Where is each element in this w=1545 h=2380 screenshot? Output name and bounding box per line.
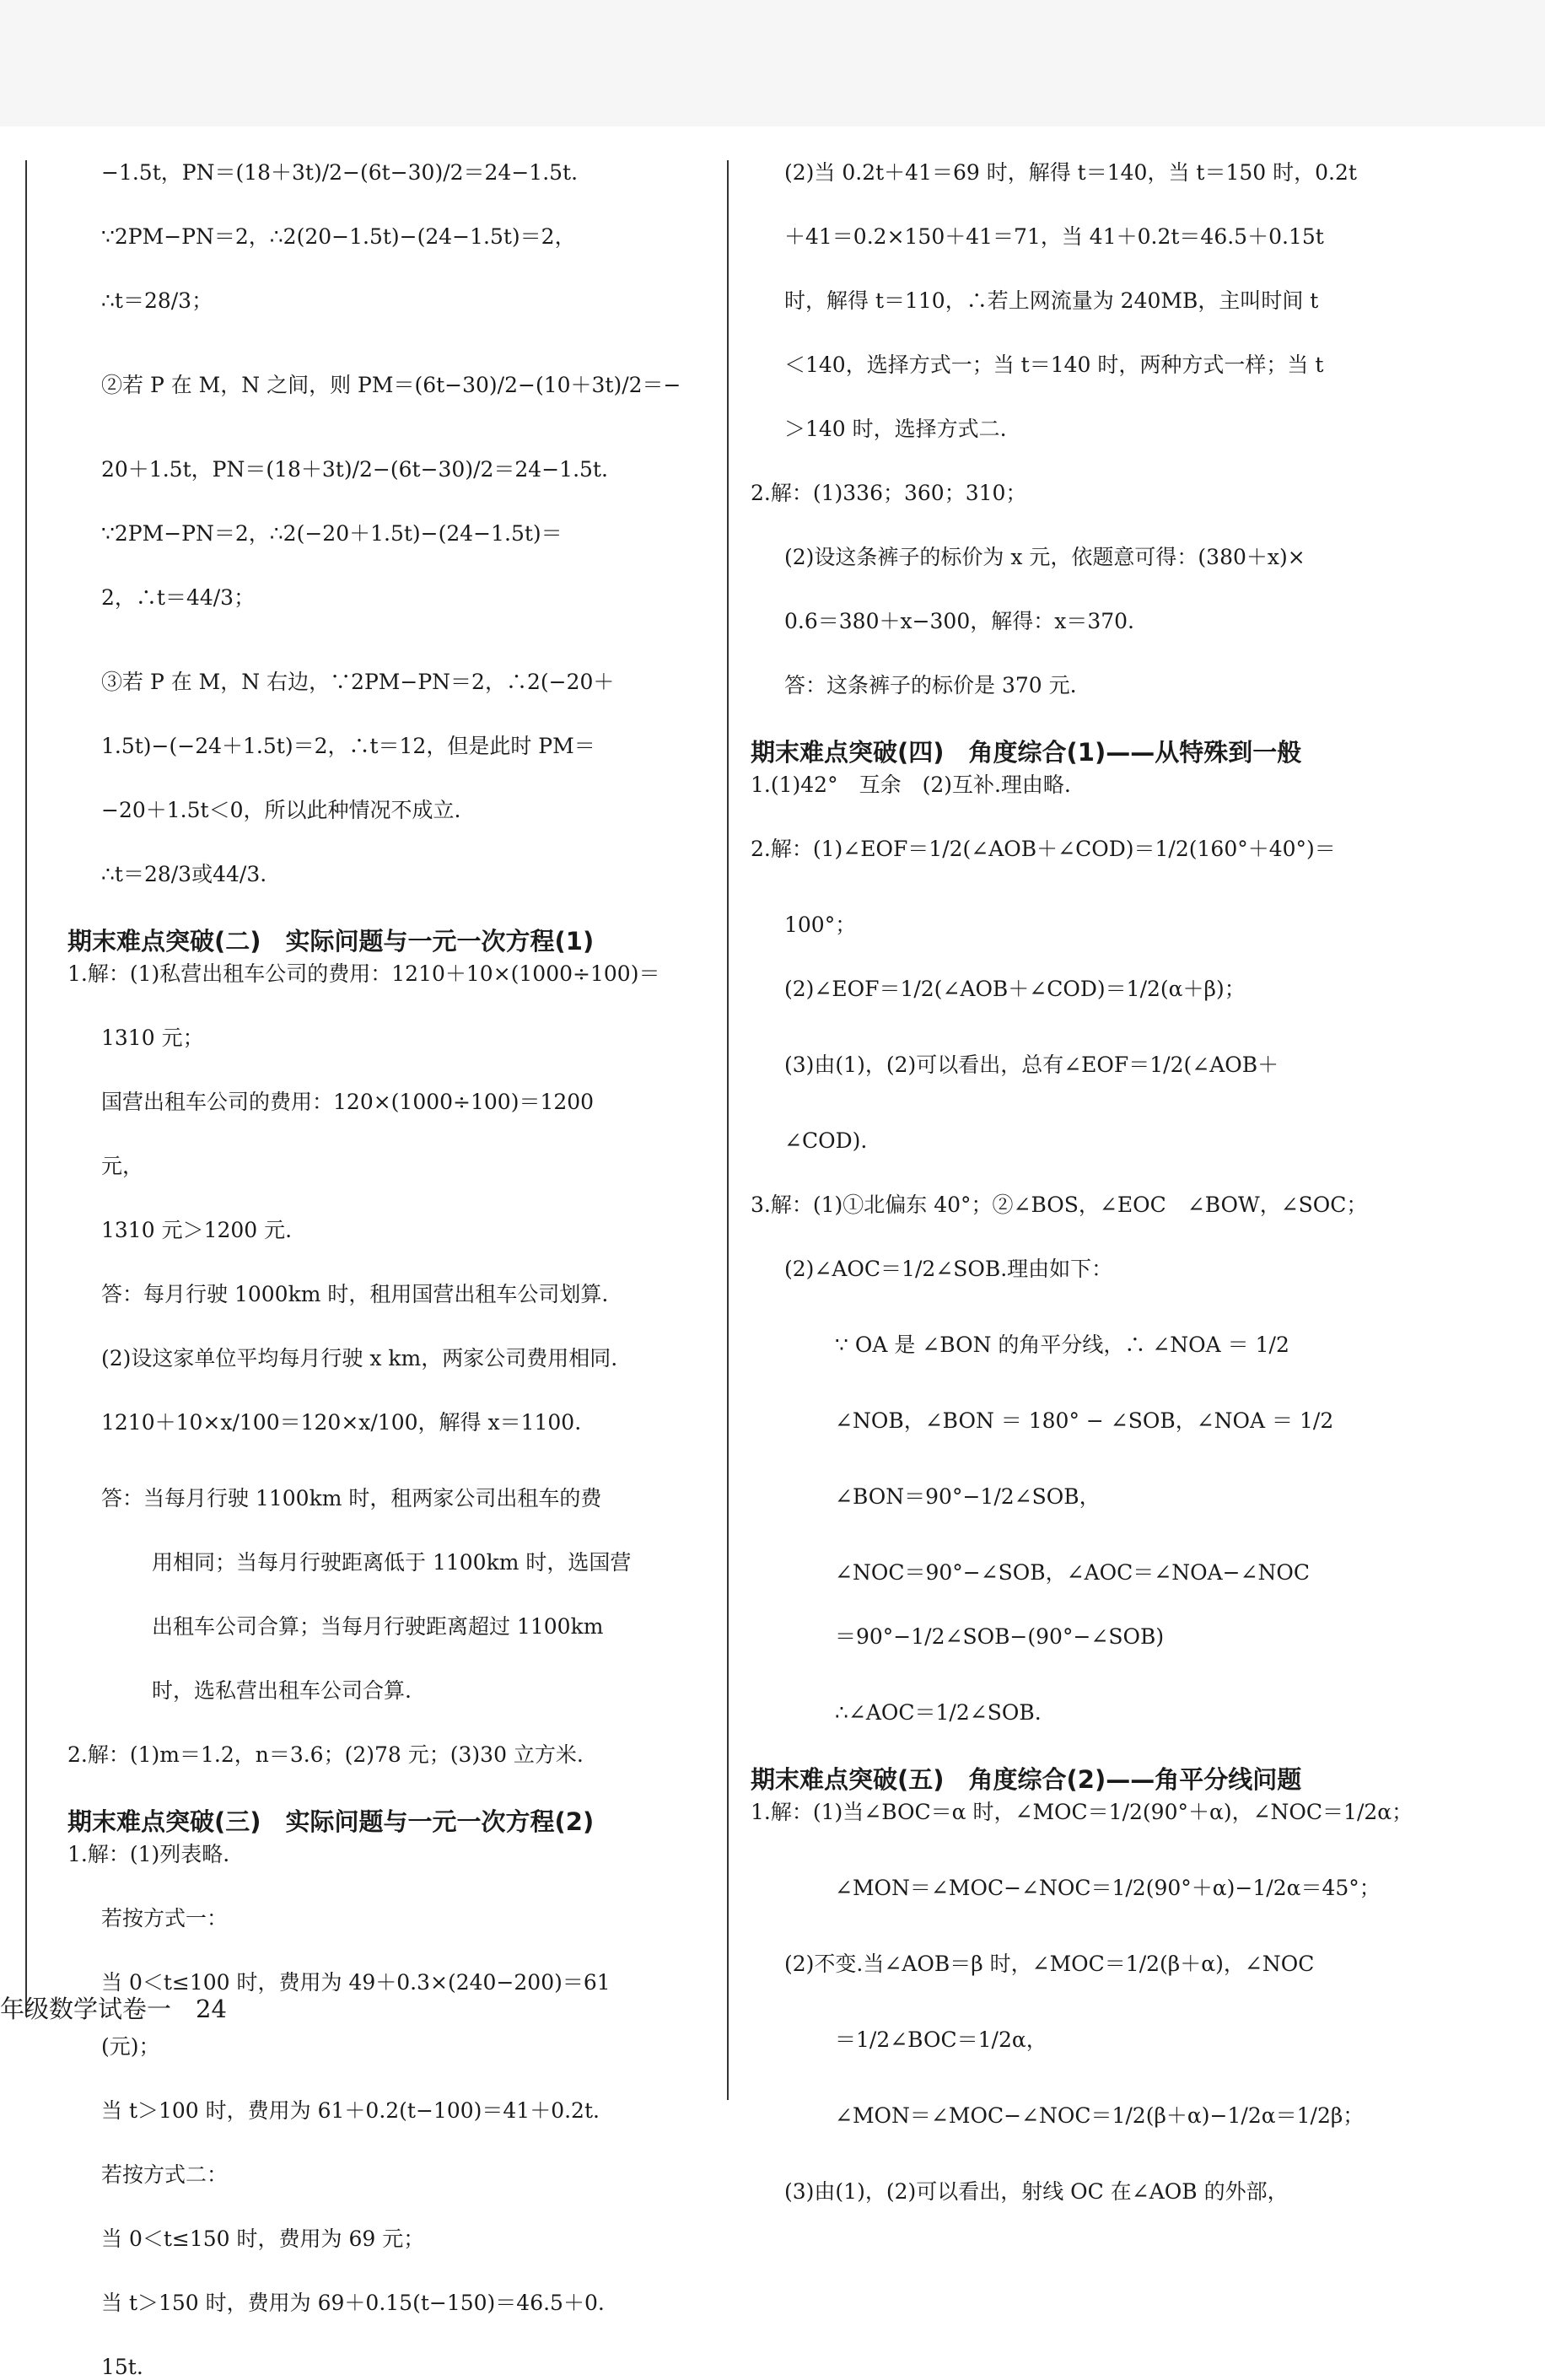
page-footer: 年级数学试卷一 24 xyxy=(0,1995,227,2023)
text-line: 用相同；当每月行驶距离低于 1100km 时，选国营 xyxy=(152,1550,632,1575)
text-line: ∴∠AOC＝1/2∠SOB. xyxy=(835,1700,1042,1725)
text-line: (2)设这条裤子的标价为 x 元，依题意可得：(380＋x)× xyxy=(784,545,1305,569)
text-line: 1.解：(1)当∠BOC＝α 时，∠MOC＝1/2(90°＋α)，∠NOC＝1/2α； xyxy=(751,1800,1413,1824)
right-column xyxy=(751,160,1413,2205)
text-line: 若按方式二： xyxy=(101,2162,229,2187)
text-line: 时，选私营出租车公司合算. xyxy=(152,1678,412,1703)
section-heading: 期末难点突破(二) 实际问题与一元一次方程(1) xyxy=(67,927,595,956)
section-heading: 期末难点突破(三) 实际问题与一元一次方程(2) xyxy=(67,1807,595,1836)
text-line: 出租车公司合算；当每月行驶距离超过 1100km xyxy=(152,1614,604,1639)
text-line: ③若 P 在 M，N 右边，∵2PM−PN＝2，∴2(−20＋ xyxy=(101,670,615,694)
text-line: ＞140 时，选择方式二. xyxy=(784,417,1007,441)
text-line: ∠MON＝∠MOC−∠NOC＝1/2(β＋α)−1/2α＝1/2β； xyxy=(835,2103,1365,2128)
left-column xyxy=(67,160,708,2380)
text-line: 答：当每月行驶 1100km 时，租两家公司出租车的费 xyxy=(101,1486,602,1510)
text-line: (2)设这家单位平均每月行驶 x km，两家公司费用相同. xyxy=(101,1346,618,1370)
left-margin-rule xyxy=(25,160,27,2016)
text-line: ∠BON＝90°−1/2∠SOB， xyxy=(835,1484,1101,1509)
text-line: 当 0＜t≤150 时，费用为 69 元； xyxy=(101,2227,425,2251)
text-line: (2)当 0.2t＋41＝69 时，解得 t＝140，当 t＝150 时，0.2t xyxy=(784,160,1357,185)
text-line: 当 0＜t≤100 时，费用为 49＋0.3×(240−200)＝61 xyxy=(101,1970,611,1995)
text-line: 0.6＝380＋x−300，解得：x＝370. xyxy=(784,609,1135,633)
text-line: ∴t＝28/3； xyxy=(101,288,213,313)
text-line: −20＋1.5t＜0，所以此种情况不成立. xyxy=(101,798,461,822)
text-line: ∠NOC＝90°−∠SOB，∠AOC＝∠NOA−∠NOC xyxy=(835,1560,1311,1585)
text-line: ②若 P 在 M，N 之间，则 PM＝(6t−30)/2−(10＋3t)/2＝− xyxy=(101,373,681,397)
text-line: 1.(1)42° 互余 (2)互补.理由略. xyxy=(751,773,1071,797)
text-line: ∵2PM−PN＝2，∴2(20−1.5t)−(24−1.5t)＝2， xyxy=(101,224,576,249)
text-line: 2.解：(1)∠EOF＝1/2(∠AOB＋∠COD)＝1/2(160°＋40°)＝ xyxy=(751,837,1336,861)
text-line: 1310 元＞1200 元. xyxy=(101,1218,293,1242)
text-line: 1310 元； xyxy=(101,1026,204,1050)
text-line: 国营出租车公司的费用：120×(1000÷100)＝1200 xyxy=(101,1090,595,1114)
text-line: (2)∠AOC＝1/2∠SOB.理由如下： xyxy=(784,1257,1113,1281)
column-divider xyxy=(727,160,729,2100)
text-line: 元， xyxy=(101,1154,144,1178)
text-line: 1.解：(1)私营出租车公司的费用：1210＋10×(1000÷100)＝ xyxy=(67,961,660,986)
text-line: ∴t＝28/3或44/3. xyxy=(101,862,267,886)
text-line: ＜140，选择方式一；当 t＝140 时，两种方式一样；当 t xyxy=(784,353,1324,377)
text-line: 2.解：(1)336；360；310； xyxy=(751,481,1027,505)
section-heading: 期末难点突破(四) 角度综合(1)——从特殊到一般 xyxy=(751,738,1302,767)
scan-top-band xyxy=(0,0,1545,127)
text-line: 20＋1.5t，PN＝(18＋3t)/2−(6t−30)/2＝24−1.5t. xyxy=(101,457,608,482)
text-line: (3)由(1)，(2)可以看出，总有∠EOF＝1/2(∠AOB＋ xyxy=(784,1053,1279,1077)
text-line: (2)不变.当∠AOB＝β 时，∠MOC＝1/2(β＋α)，∠NOC xyxy=(784,1952,1315,1976)
text-line: 答：每月行驶 1000km 时，租用国营出租车公司划算. xyxy=(101,1282,609,1306)
text-line: ∵2PM−PN＝2，∴2(−20＋1.5t)−(24−1.5t)＝ xyxy=(101,521,563,546)
text-line: ∠NOB，∠BON ＝ 180° − ∠SOB，∠NOA ＝ 1/2 xyxy=(835,1408,1334,1433)
text-line: 100°； xyxy=(784,913,857,937)
text-line: 若按方式一： xyxy=(101,1906,229,1930)
text-line: 答：这条裤子的标价是 370 元. xyxy=(784,673,1077,697)
text-line: (元)； xyxy=(101,2034,160,2059)
text-line: 时，解得 t＝110，∴若上网流量为 240MB，主叫时间 t xyxy=(784,288,1319,313)
text-line: 1.5t)−(−24＋1.5t)＝2，∴t＝12，但是此时 PM＝ xyxy=(101,734,595,758)
text-line: ∵ OA 是 ∠BON 的角平分线，∴ ∠NOA ＝ 1/2 xyxy=(835,1333,1289,1357)
text-line: 2.解：(1)m＝1.2，n＝3.6；(2)78 元；(3)30 立方米. xyxy=(67,1742,584,1767)
text-line: ＋41＝0.2×150＋41＝71，当 41＋0.2t＝46.5＋0.15t xyxy=(784,224,1324,249)
text-line: ＝1/2∠BOC＝1/2α， xyxy=(835,2027,1047,2052)
text-line: 2，∴t＝44/3； xyxy=(101,585,256,610)
text-line: ＝90°−1/2∠SOB−(90°−∠SOB) xyxy=(835,1624,1165,1649)
text-line: 1210＋10×x/100＝120×x/100，解得 x＝1100. xyxy=(101,1410,582,1435)
text-line: ∠MON＝∠MOC−∠NOC＝1/2(90°＋α)−1/2α＝45°； xyxy=(835,1876,1381,1900)
text-line: 当 t＞150 时，费用为 69＋0.15(t−150)＝46.5＋0. xyxy=(101,2291,605,2315)
text-line: (3)由(1)，(2)可以看出，射线 OC 在∠AOB 的外部， xyxy=(784,2179,1289,2204)
text-line: 3.解：(1)①北偏东 40°；②∠BOS，∠EOC ∠BOW，∠SOC； xyxy=(751,1193,1368,1217)
text-line: 15t. xyxy=(101,2355,143,2379)
text-line: (2)∠EOF＝1/2(∠AOB＋∠COD)＝1/2(α＋β)； xyxy=(784,977,1246,1001)
section-heading: 期末难点突破(五) 角度综合(2)——角平分线问题 xyxy=(751,1765,1302,1794)
text-line: −1.5t，PN＝(18＋3t)/2−(6t−30)/2＝24−1.5t. xyxy=(101,160,579,185)
text-line: 1.解：(1)列表略. xyxy=(67,1842,230,1866)
text-line: 当 t＞100 时，费用为 61＋0.2(t−100)＝41＋0.2t. xyxy=(101,2098,600,2123)
text-line: ∠COD). xyxy=(784,1128,868,1153)
